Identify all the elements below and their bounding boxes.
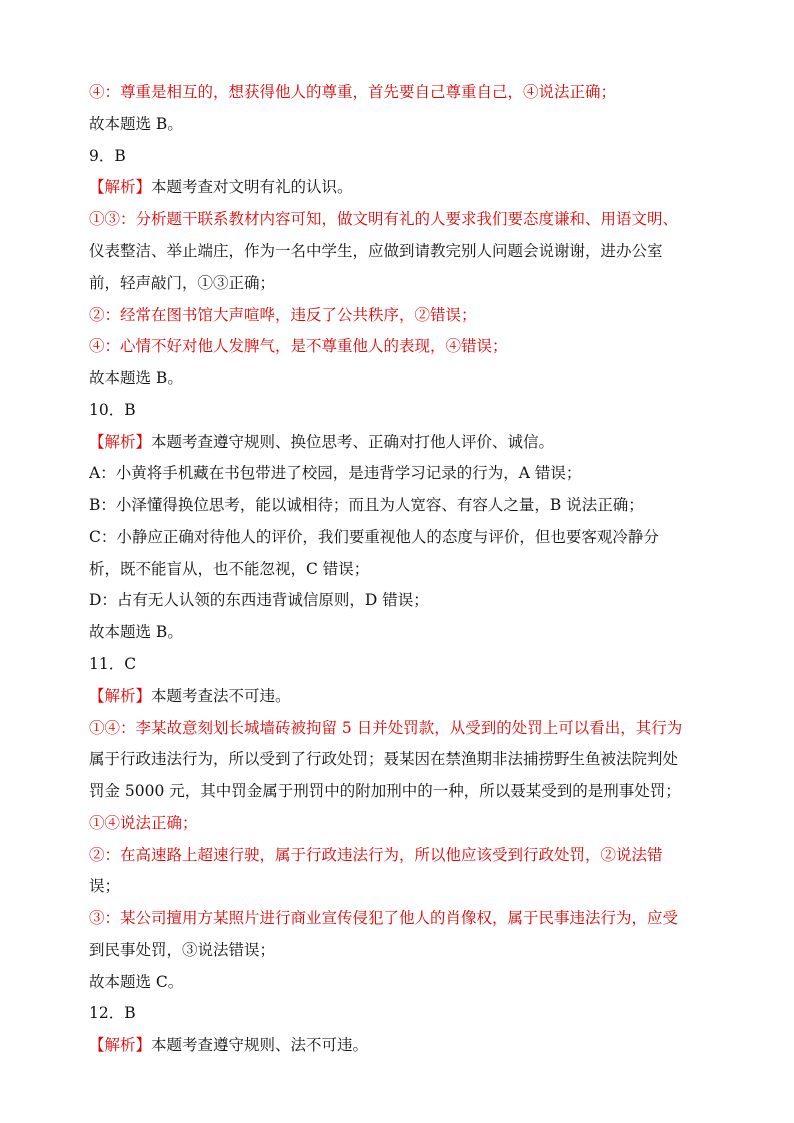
line-13: A：小黄将手机藏在书包带进了校园，是违背学习记录的行为，A 错误；: [89, 464, 582, 482]
line-17: D：占有无人认领的东西违背诚信原则，D 错误；: [89, 591, 429, 609]
analysis-tag: 【解析】: [89, 1036, 152, 1054]
line-23: 罚金 5000 元，其中罚金属于刑罚中的附加刑中的一种，所以聂某受到的是刑事处罚；: [89, 782, 681, 800]
line-5: ①③：分析题干联系教材内容可知，做文明有礼的人要求我们要态度谦和、用语文明、: [89, 210, 679, 228]
line-12-text: 本题考查遵守规则、换位思考、正确对打他人评价、诚信。: [151, 433, 555, 451]
line-20: [89, 686, 705, 706]
line-24: ①④说法正确；: [89, 814, 198, 832]
line-16: 析，既不能盲从，也不能忽视，C 错误；: [89, 560, 370, 578]
line-19: 11．C: [89, 655, 137, 673]
analysis-tag: 【解析】: [89, 178, 152, 196]
line-3: 9．B: [89, 147, 126, 165]
line-14: B：小泽懂得换位思考，能以诚相待；而且为人宽容、有容人之量，B 说法正确；: [89, 496, 644, 514]
analysis-tag: 【解析】: [89, 687, 152, 705]
line-21: ①④：李某故意刻划长城墙砖被拘留 5 日并处罚款，从受到的处罚上可以看出，其行为: [89, 719, 683, 737]
line-26: 误；: [89, 877, 121, 895]
line-10: 故本题选 B。: [89, 369, 183, 387]
line-6: 仪表整洁、举止端庄，作为一名中学生，应做到请教完别人问题会说谢谢，进办公室: [89, 242, 663, 260]
line-4: [89, 177, 705, 197]
line-18: 故本题选 B。: [89, 623, 183, 641]
line-7: 前，轻声敲门，①③正确；: [89, 274, 276, 292]
line-8: ②：经常在图书馆大声喧哗，违反了公共秩序，②错误；: [89, 306, 477, 324]
line-29: 故本题选 C。: [89, 973, 184, 991]
analysis-tag: 【解析】: [89, 433, 152, 451]
line-12: [89, 432, 705, 452]
line-30: 12．B: [89, 1004, 136, 1022]
line-28: 到民事处罚，③说法错误；: [89, 941, 276, 959]
line-22: 属于行政违法行为，所以受到了行政处罚；聂某因在禁渔期非法捕捞野生鱼被法院判处: [89, 750, 679, 768]
line-31: [89, 1035, 705, 1055]
line-4-text: 本题考查对文明有礼的认识。: [151, 178, 353, 196]
line-2: 故本题选 B。: [89, 115, 183, 133]
line-27: ③：某公司擅用方某照片进行商业宣传侵犯了他人的肖像权，属于民事违法行为，应受: [89, 909, 679, 927]
line-11: 10．B: [89, 401, 136, 419]
line-15: C：小静应正确对待他人的评价，我们要重视他人的态度与评价，但也要客观冷静分: [89, 528, 659, 546]
line-31-text: 本题考查遵守规则、法不可违。: [151, 1036, 369, 1054]
line-20-text: 本题考查法不可违。: [151, 687, 291, 705]
line-1: ④：尊重是相互的，想获得他人的尊重，首先要自己尊重自己，④说法正确；: [89, 83, 617, 101]
line-25: ②：在高速路上超速行驶，属于行政违法行为，所以他应该受到行政处罚，②说法错: [89, 846, 663, 864]
line-9: ④：心情不好对他人发脾气，是不尊重他人的表现，④错误；: [89, 337, 508, 355]
